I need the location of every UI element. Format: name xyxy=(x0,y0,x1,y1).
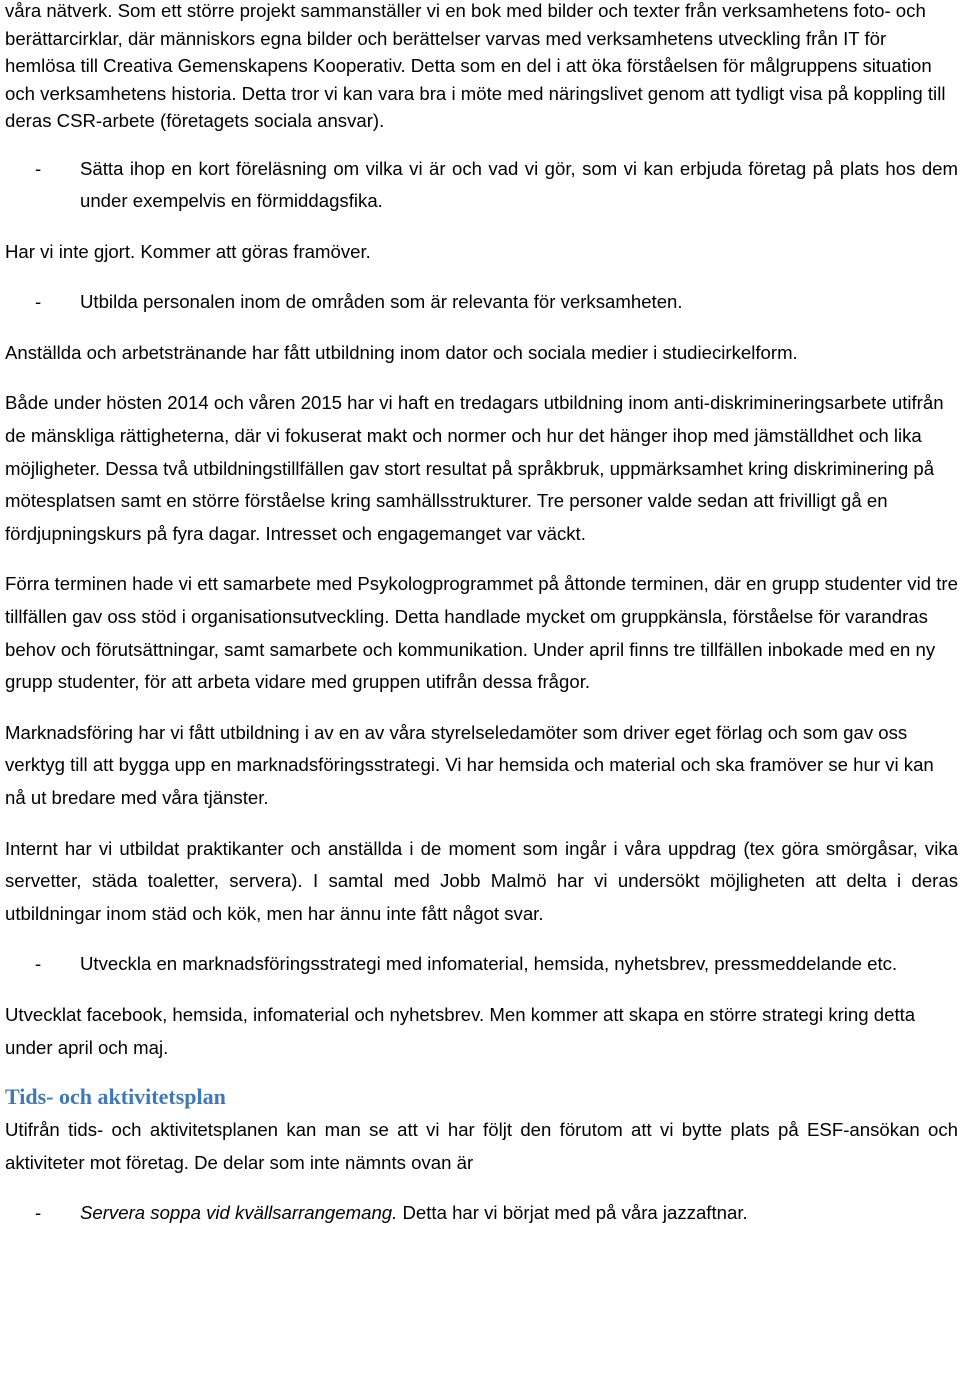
status-paragraph: Har vi inte gjort. Kommer att göras framöver. xyxy=(5,240,371,262)
bullet-staff-training xyxy=(5,286,958,319)
marketing-paragraph: Marknadsföring har vi fått utbildning i av en av våra styrelseledamöter som driver eget förlag och som gav oss verktyg till att bygga upp en marknadsföringsstrategi. Vi har hemsida och material och ska framöver se hur vi kan nå ut bredare med våra tjänster. xyxy=(5,721,934,808)
bullet-soup xyxy=(5,1197,958,1230)
anti-discrimination-paragraph: Både under hösten 2014 och våren 2015 har vi haft en tredagars utbildning inom anti-diskrimineringsarbete utifrån de mänskliga rättigheterna, där vi fokuserat makt och normer och hur det hänger ihop med jämställdhet och lika möjligheter. Dessa två utbildningstillfällen gav stort resultat på språkbruk, uppmärksamhet kring diskriminering på mötesplatsen samt en större förståelse kring samhällsstrukturer. Tre personer valde sedan att frivilligt gå en fördjupningskurs på fyra dagar. Intresset och engagemanget var väckt. xyxy=(5,392,944,544)
intro-paragraph: våra nätverk. Som ett större projekt sammanställer vi en bok med bilder och texter från verksamhetens foto- och berättarcirklar, där människors egna bilder och berättelser varvas med verksamhetens utveckling från IT för hemlösa till Creativa Gemenskapens Kooperativ. Detta som en del i att öka förståelsen för målgruppens situation och verksamhetens historia. Detta tror vi kan vara bra i möte med näringslivet genom att tydligt visa på koppling till deras CSR-arbete (företagets sociala ansvar). xyxy=(5,0,946,131)
internal-training-paragraph: Internt har vi utbildat praktikanter och anställda i de moment som ingår i våra uppdrag (tex göra smörgåsar, vika servetter, städa toaletter, servera). I samtal med Jobb Malmö har vi undersökt möjligheten att delta i deras utbildningar inom städ och kök, men har ännu inte fått något svar. xyxy=(5,837,958,924)
bullet-marker: - xyxy=(35,157,42,179)
bullet-lecture xyxy=(5,153,958,218)
bullet-italic-text: Servera soppa vid kvällsarrangemang. xyxy=(80,1202,398,1224)
bullet-text: Utbilda personalen inom de områden som är relevanta för verksamheten. xyxy=(80,291,683,313)
bullet-text: Detta har vi börjat med på våra jazzaftnar. xyxy=(397,1202,748,1224)
bullet-marker: - xyxy=(35,1202,42,1224)
psychology-paragraph: Förra terminen hade vi ett samarbete med Psykologprogrammet på åttonde terminen, där en grupp studenter vid tre tillfällen gav oss stöd i organisationsutveckling. Detta handlade mycket om gruppkänsla, förståelse för varandras behov och förutsättningar, samt samarbete och kommunikation. Under april finns tre tillfällen inbokade med en ny grupp studenter, för att arbeta vidare med gruppen utifrån dessa frågor. xyxy=(5,573,958,693)
bullet-marker: - xyxy=(35,291,42,313)
developed-paragraph: Utvecklat facebook, hemsida, infomaterial och nyhetsbrev. Men kommer att skapa en större strategi kring detta under april och maj. xyxy=(5,1003,916,1058)
bullet-text: Sätta ihop en kort föreläsning om vilka vi är och vad vi gör, som vi kan erbjuda företag på plats hos dem under exempelvis en förmiddagsfika. xyxy=(80,157,958,212)
section-heading: Tids- och aktivitetsplan xyxy=(5,1084,226,1110)
document-page xyxy=(5,0,958,1248)
bullet-marketing-strategy xyxy=(5,948,958,981)
bullet-text: Utveckla en marknadsföringsstrategi med infomaterial, hemsida, nyhetsbrev, pressmeddelande etc. xyxy=(80,953,898,975)
plan-paragraph: Utifrån tids- och aktivitetsplanen kan man se att vi har följt den förutom att vi bytte plats på ESF-ansökan och aktiviteter mot företag. De delar som inte nämnts ovan är xyxy=(5,1119,958,1173)
bullet-marker: - xyxy=(35,953,42,975)
training-paragraph: Anställda och arbetstränande har fått utbildning inom dator och sociala medier i studiecirkelform. xyxy=(5,341,798,363)
